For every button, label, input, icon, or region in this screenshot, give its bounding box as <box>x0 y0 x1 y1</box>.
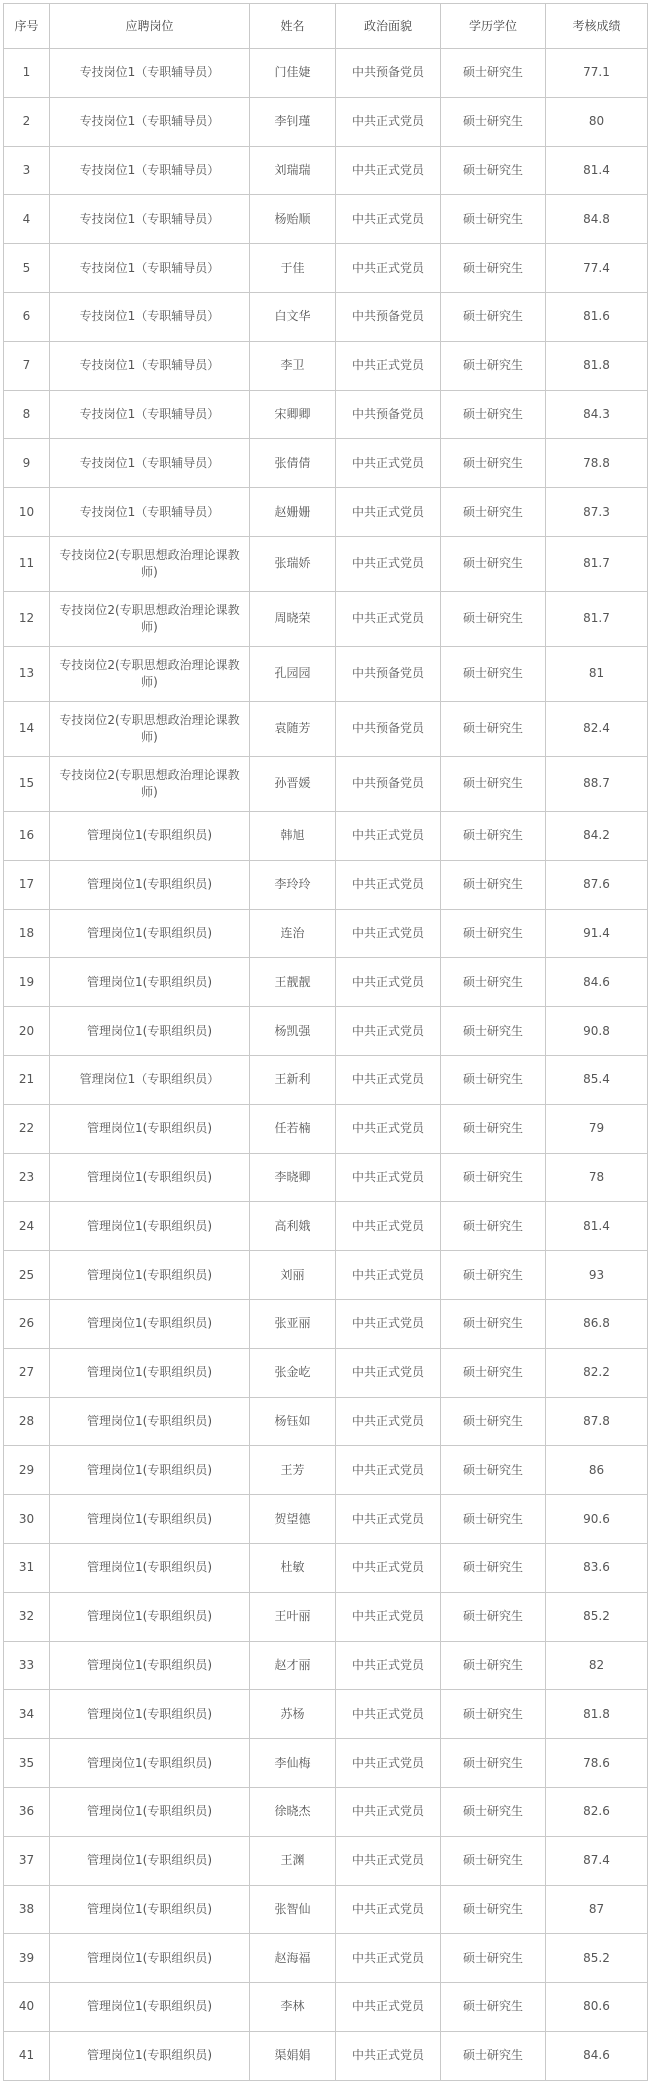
cell-position: 管理岗位1(专职组织员) <box>50 1739 250 1788</box>
cell-score: 81.4 <box>546 146 648 195</box>
cell-degree: 硕士研究生 <box>441 1934 546 1983</box>
cell-score: 82.2 <box>546 1348 648 1397</box>
cell-position: 管理岗位1(专职组织员) <box>50 1983 250 2032</box>
cell-name: 张亚丽 <box>250 1299 336 1348</box>
cell-name: 王新利 <box>250 1055 336 1104</box>
cell-index: 13 <box>4 646 50 701</box>
cell-index: 18 <box>4 909 50 958</box>
table-row <box>4 2031 648 2080</box>
header-position: 应聘岗位 <box>50 4 250 49</box>
cell-degree: 硕士研究生 <box>441 701 546 756</box>
cell-political-status: 中共正式党员 <box>336 536 441 591</box>
cell-name: 张智仙 <box>250 1885 336 1934</box>
header-row <box>4 4 648 49</box>
cell-political-status: 中共正式党员 <box>336 488 441 537</box>
table-row <box>4 591 648 646</box>
header-score: 考核成绩 <box>546 4 648 49</box>
cell-score: 78.8 <box>546 439 648 488</box>
cell-score: 84.6 <box>546 2031 648 2080</box>
cell-score: 86 <box>546 1446 648 1495</box>
cell-index: 9 <box>4 439 50 488</box>
cell-index: 10 <box>4 488 50 537</box>
cell-degree: 硕士研究生 <box>441 1299 546 1348</box>
cell-name: 王叶丽 <box>250 1592 336 1641</box>
cell-position: 专技岗位2(专职思想政治理论课教师) <box>50 701 250 756</box>
cell-degree: 硕士研究生 <box>441 1104 546 1153</box>
results-table <box>3 3 648 2081</box>
cell-position: 管理岗位1(专职组织员) <box>50 1690 250 1739</box>
table-row <box>4 1446 648 1495</box>
table-row <box>4 1348 648 1397</box>
cell-score: 88.7 <box>546 756 648 811</box>
header-political-status: 政治面貌 <box>336 4 441 49</box>
cell-political-status: 中共正式党员 <box>336 1251 441 1300</box>
cell-political-status: 中共正式党员 <box>336 1787 441 1836</box>
table-row <box>4 488 648 537</box>
cell-index: 17 <box>4 860 50 909</box>
cell-index: 38 <box>4 1885 50 1934</box>
cell-political-status: 中共正式党员 <box>336 97 441 146</box>
cell-political-status: 中共正式党员 <box>336 1739 441 1788</box>
cell-position: 管理岗位1（专职组织员） <box>50 1055 250 1104</box>
cell-degree: 硕士研究生 <box>441 1153 546 1202</box>
cell-political-status: 中共正式党员 <box>336 909 441 958</box>
table-row <box>4 909 648 958</box>
cell-index: 7 <box>4 341 50 390</box>
cell-degree: 硕士研究生 <box>441 591 546 646</box>
cell-score: 91.4 <box>546 909 648 958</box>
cell-index: 27 <box>4 1348 50 1397</box>
header-index: 序号 <box>4 4 50 49</box>
cell-name: 杨钰如 <box>250 1397 336 1446</box>
cell-score: 82 <box>546 1641 648 1690</box>
cell-name: 李钊瑾 <box>250 97 336 146</box>
cell-name: 李仙梅 <box>250 1739 336 1788</box>
cell-name: 袁随芳 <box>250 701 336 756</box>
table-row <box>4 1934 648 1983</box>
cell-political-status: 中共正式党员 <box>336 1446 441 1495</box>
cell-degree: 硕士研究生 <box>441 756 546 811</box>
cell-score: 81.4 <box>546 1202 648 1251</box>
cell-index: 14 <box>4 701 50 756</box>
cell-index: 21 <box>4 1055 50 1104</box>
cell-position: 专技岗位1（专职辅导员） <box>50 292 250 341</box>
table-row <box>4 756 648 811</box>
cell-position: 管理岗位1(专职组织员) <box>50 1251 250 1300</box>
cell-degree: 硕士研究生 <box>441 1202 546 1251</box>
cell-name: 渠娟娟 <box>250 2031 336 2080</box>
table-row <box>4 1690 648 1739</box>
cell-position: 专技岗位1（专职辅导员） <box>50 49 250 98</box>
cell-political-status: 中共正式党员 <box>336 1983 441 2032</box>
cell-political-status: 中共正式党员 <box>336 860 441 909</box>
cell-name: 孙晋媛 <box>250 756 336 811</box>
cell-index: 26 <box>4 1299 50 1348</box>
cell-index: 8 <box>4 390 50 439</box>
cell-score: 85.4 <box>546 1055 648 1104</box>
cell-score: 82.4 <box>546 701 648 756</box>
cell-degree: 硕士研究生 <box>441 1055 546 1104</box>
table-row <box>4 341 648 390</box>
cell-degree: 硕士研究生 <box>441 811 546 860</box>
cell-index: 15 <box>4 756 50 811</box>
cell-political-status: 中共正式党员 <box>336 1934 441 1983</box>
cell-index: 25 <box>4 1251 50 1300</box>
cell-score: 80.6 <box>546 1983 648 2032</box>
table-row <box>4 292 648 341</box>
cell-position: 管理岗位1(专职组织员) <box>50 1934 250 1983</box>
cell-name: 贺望德 <box>250 1495 336 1544</box>
cell-political-status: 中共正式党员 <box>336 1299 441 1348</box>
cell-score: 77.4 <box>546 244 648 293</box>
cell-position: 管理岗位1(专职组织员) <box>50 1446 250 1495</box>
cell-score: 87.8 <box>546 1397 648 1446</box>
table-row <box>4 1104 648 1153</box>
cell-degree: 硕士研究生 <box>441 1836 546 1885</box>
cell-political-status: 中共正式党员 <box>336 1153 441 1202</box>
cell-degree: 硕士研究生 <box>441 1983 546 2032</box>
header-degree: 学历学位 <box>441 4 546 49</box>
cell-degree: 硕士研究生 <box>441 1690 546 1739</box>
table-row <box>4 1787 648 1836</box>
cell-name: 刘瑞瑞 <box>250 146 336 195</box>
cell-index: 35 <box>4 1739 50 1788</box>
cell-degree: 硕士研究生 <box>441 97 546 146</box>
cell-political-status: 中共正式党员 <box>336 1202 441 1251</box>
cell-degree: 硕士研究生 <box>441 1543 546 1592</box>
cell-score: 82.6 <box>546 1787 648 1836</box>
table-row <box>4 811 648 860</box>
cell-name: 李林 <box>250 1983 336 2032</box>
cell-name: 任若楠 <box>250 1104 336 1153</box>
cell-name: 张倩倩 <box>250 439 336 488</box>
cell-index: 37 <box>4 1836 50 1885</box>
table-row <box>4 701 648 756</box>
cell-position: 管理岗位1(专职组织员) <box>50 1592 250 1641</box>
cell-index: 16 <box>4 811 50 860</box>
table-row <box>4 1885 648 1934</box>
cell-political-status: 中共正式党员 <box>336 1885 441 1934</box>
cell-political-status: 中共正式党员 <box>336 244 441 293</box>
cell-index: 3 <box>4 146 50 195</box>
cell-score: 81.6 <box>546 292 648 341</box>
cell-name: 杨贻顺 <box>250 195 336 244</box>
cell-degree: 硕士研究生 <box>441 1787 546 1836</box>
cell-position: 专技岗位2(专职思想政治理论课教师) <box>50 536 250 591</box>
cell-score: 83.6 <box>546 1543 648 1592</box>
cell-degree: 硕士研究生 <box>441 146 546 195</box>
cell-name: 于佳 <box>250 244 336 293</box>
cell-position: 专技岗位2(专职思想政治理论课教师) <box>50 591 250 646</box>
cell-name: 李晓卿 <box>250 1153 336 1202</box>
table-row <box>4 439 648 488</box>
cell-index: 23 <box>4 1153 50 1202</box>
cell-position: 专技岗位1（专职辅导员） <box>50 439 250 488</box>
cell-score: 77.1 <box>546 49 648 98</box>
cell-position: 专技岗位1（专职辅导员） <box>50 146 250 195</box>
cell-name: 苏杨 <box>250 1690 336 1739</box>
cell-score: 81 <box>546 646 648 701</box>
cell-position: 专技岗位1（专职辅导员） <box>50 488 250 537</box>
cell-degree: 硕士研究生 <box>441 390 546 439</box>
cell-position: 专技岗位1（专职辅导员） <box>50 390 250 439</box>
cell-name: 门佳婕 <box>250 49 336 98</box>
cell-political-status: 中共正式党员 <box>336 1055 441 1104</box>
cell-political-status: 中共正式党员 <box>336 2031 441 2080</box>
cell-political-status: 中共正式党员 <box>336 958 441 1007</box>
cell-position: 专技岗位2(专职思想政治理论课教师) <box>50 756 250 811</box>
table-row <box>4 146 648 195</box>
cell-political-status: 中共正式党员 <box>336 439 441 488</box>
cell-position: 管理岗位1(专职组织员) <box>50 1104 250 1153</box>
cell-position: 专技岗位1（专职辅导员） <box>50 341 250 390</box>
cell-political-status: 中共预备党员 <box>336 646 441 701</box>
cell-name: 赵才丽 <box>250 1641 336 1690</box>
cell-degree: 硕士研究生 <box>441 1592 546 1641</box>
cell-score: 81.8 <box>546 1690 648 1739</box>
cell-score: 93 <box>546 1251 648 1300</box>
cell-position: 管理岗位1(专职组织员) <box>50 1885 250 1934</box>
cell-score: 80 <box>546 97 648 146</box>
cell-name: 赵姗姗 <box>250 488 336 537</box>
cell-political-status: 中共正式党员 <box>336 1397 441 1446</box>
table-row <box>4 860 648 909</box>
cell-position: 管理岗位1(专职组织员) <box>50 2031 250 2080</box>
cell-degree: 硕士研究生 <box>441 1348 546 1397</box>
cell-index: 33 <box>4 1641 50 1690</box>
cell-name: 赵海福 <box>250 1934 336 1983</box>
cell-index: 11 <box>4 536 50 591</box>
cell-name: 李玲玲 <box>250 860 336 909</box>
cell-score: 84.8 <box>546 195 648 244</box>
cell-index: 6 <box>4 292 50 341</box>
cell-political-status: 中共正式党员 <box>336 1104 441 1153</box>
cell-index: 22 <box>4 1104 50 1153</box>
cell-political-status: 中共正式党员 <box>336 146 441 195</box>
cell-position: 管理岗位1(专职组织员) <box>50 1299 250 1348</box>
cell-position: 管理岗位1(专职组织员) <box>50 1397 250 1446</box>
cell-political-status: 中共正式党员 <box>336 1543 441 1592</box>
cell-degree: 硕士研究生 <box>441 292 546 341</box>
cell-degree: 硕士研究生 <box>441 1007 546 1056</box>
cell-political-status: 中共正式党员 <box>336 591 441 646</box>
table-header <box>4 4 648 49</box>
cell-name: 宋卿卿 <box>250 390 336 439</box>
cell-index: 12 <box>4 591 50 646</box>
table-row <box>4 1202 648 1251</box>
cell-degree: 硕士研究生 <box>441 49 546 98</box>
cell-score: 85.2 <box>546 1592 648 1641</box>
table-row <box>4 1055 648 1104</box>
cell-degree: 硕士研究生 <box>441 195 546 244</box>
cell-degree: 硕士研究生 <box>441 1397 546 1446</box>
cell-score: 81.7 <box>546 591 648 646</box>
table-row <box>4 195 648 244</box>
cell-political-status: 中共正式党员 <box>336 1641 441 1690</box>
cell-index: 39 <box>4 1934 50 1983</box>
cell-score: 87.3 <box>546 488 648 537</box>
table-row <box>4 244 648 293</box>
cell-score: 90.8 <box>546 1007 648 1056</box>
cell-name: 王芳 <box>250 1446 336 1495</box>
cell-degree: 硕士研究生 <box>441 1446 546 1495</box>
cell-index: 5 <box>4 244 50 293</box>
table-row <box>4 1495 648 1544</box>
cell-political-status: 中共预备党员 <box>336 701 441 756</box>
cell-position: 管理岗位1(专职组织员) <box>50 811 250 860</box>
table-row <box>4 1739 648 1788</box>
cell-position: 管理岗位1(专职组织员) <box>50 1641 250 1690</box>
cell-degree: 硕士研究生 <box>441 646 546 701</box>
cell-degree: 硕士研究生 <box>441 1251 546 1300</box>
cell-index: 20 <box>4 1007 50 1056</box>
cell-degree: 硕士研究生 <box>441 1739 546 1788</box>
table-row <box>4 1299 648 1348</box>
cell-degree: 硕士研究生 <box>441 536 546 591</box>
cell-degree: 硕士研究生 <box>441 1641 546 1690</box>
cell-name: 张金屹 <box>250 1348 336 1397</box>
table-row <box>4 1397 648 1446</box>
cell-political-status: 中共预备党员 <box>336 756 441 811</box>
cell-index: 31 <box>4 1543 50 1592</box>
cell-name: 李卫 <box>250 341 336 390</box>
table-body <box>4 49 648 2081</box>
cell-index: 19 <box>4 958 50 1007</box>
cell-position: 专技岗位1（专职辅导员） <box>50 244 250 293</box>
cell-score: 78.6 <box>546 1739 648 1788</box>
cell-index: 34 <box>4 1690 50 1739</box>
cell-position: 专技岗位1（专职辅导员） <box>50 195 250 244</box>
cell-index: 40 <box>4 1983 50 2032</box>
cell-score: 81.8 <box>546 341 648 390</box>
cell-score: 81.7 <box>546 536 648 591</box>
table-row <box>4 1543 648 1592</box>
cell-index: 30 <box>4 1495 50 1544</box>
cell-political-status: 中共正式党员 <box>336 1592 441 1641</box>
table-row <box>4 1983 648 2032</box>
cell-index: 4 <box>4 195 50 244</box>
table-row <box>4 1007 648 1056</box>
cell-index: 1 <box>4 49 50 98</box>
cell-position: 管理岗位1(专职组织员) <box>50 1153 250 1202</box>
cell-name: 徐晓杰 <box>250 1787 336 1836</box>
cell-name: 张瑞娇 <box>250 536 336 591</box>
cell-name: 杜敏 <box>250 1543 336 1592</box>
cell-degree: 硕士研究生 <box>441 909 546 958</box>
cell-score: 87 <box>546 1885 648 1934</box>
cell-score: 87.4 <box>546 1836 648 1885</box>
cell-score: 90.6 <box>546 1495 648 1544</box>
cell-political-status: 中共正式党员 <box>336 1495 441 1544</box>
cell-degree: 硕士研究生 <box>441 2031 546 2080</box>
cell-degree: 硕士研究生 <box>441 1885 546 1934</box>
cell-position: 管理岗位1(专职组织员) <box>50 1202 250 1251</box>
cell-degree: 硕士研究生 <box>441 439 546 488</box>
cell-name: 孔园园 <box>250 646 336 701</box>
table-row <box>4 390 648 439</box>
cell-degree: 硕士研究生 <box>441 1495 546 1544</box>
cell-name: 韩旭 <box>250 811 336 860</box>
cell-index: 28 <box>4 1397 50 1446</box>
header-name: 姓名 <box>250 4 336 49</box>
cell-political-status: 中共正式党员 <box>336 1348 441 1397</box>
cell-position: 管理岗位1(专职组织员) <box>50 1543 250 1592</box>
cell-degree: 硕士研究生 <box>441 958 546 1007</box>
cell-political-status: 中共预备党员 <box>336 49 441 98</box>
cell-name: 高利娥 <box>250 1202 336 1251</box>
cell-degree: 硕士研究生 <box>441 860 546 909</box>
cell-position: 管理岗位1(专职组织员) <box>50 860 250 909</box>
cell-position: 管理岗位1(专职组织员) <box>50 1787 250 1836</box>
cell-name: 周晓荣 <box>250 591 336 646</box>
cell-political-status: 中共正式党员 <box>336 811 441 860</box>
table-row <box>4 958 648 1007</box>
table-row <box>4 646 648 701</box>
cell-political-status: 中共正式党员 <box>336 195 441 244</box>
cell-score: 84.6 <box>546 958 648 1007</box>
table-row <box>4 97 648 146</box>
cell-position: 专技岗位1（专职辅导员） <box>50 97 250 146</box>
table-row <box>4 49 648 98</box>
cell-score: 87.6 <box>546 860 648 909</box>
cell-position: 管理岗位1(专职组织员) <box>50 1007 250 1056</box>
cell-position: 专技岗位2(专职思想政治理论课教师) <box>50 646 250 701</box>
cell-score: 78 <box>546 1153 648 1202</box>
cell-name: 王渊 <box>250 1836 336 1885</box>
cell-political-status: 中共预备党员 <box>336 292 441 341</box>
cell-score: 86.8 <box>546 1299 648 1348</box>
cell-political-status: 中共正式党员 <box>336 1836 441 1885</box>
table-row <box>4 1836 648 1885</box>
table-row <box>4 536 648 591</box>
cell-index: 29 <box>4 1446 50 1495</box>
cell-position: 管理岗位1(专职组织员) <box>50 1836 250 1885</box>
table-row <box>4 1153 648 1202</box>
cell-score: 84.3 <box>546 390 648 439</box>
cell-score: 85.2 <box>546 1934 648 1983</box>
cell-index: 41 <box>4 2031 50 2080</box>
cell-degree: 硕士研究生 <box>441 488 546 537</box>
table-row <box>4 1641 648 1690</box>
cell-position: 管理岗位1(专职组织员) <box>50 1495 250 1544</box>
cell-position: 管理岗位1(专职组织员) <box>50 909 250 958</box>
cell-index: 32 <box>4 1592 50 1641</box>
cell-political-status: 中共正式党员 <box>336 1690 441 1739</box>
cell-index: 2 <box>4 97 50 146</box>
cell-name: 王靓靓 <box>250 958 336 1007</box>
cell-score: 84.2 <box>546 811 648 860</box>
cell-name: 杨凯强 <box>250 1007 336 1056</box>
cell-position: 管理岗位1(专职组织员) <box>50 1348 250 1397</box>
cell-degree: 硕士研究生 <box>441 244 546 293</box>
cell-position: 管理岗位1(专职组织员) <box>50 958 250 1007</box>
table-row <box>4 1251 648 1300</box>
cell-degree: 硕士研究生 <box>441 341 546 390</box>
table-row <box>4 1592 648 1641</box>
cell-index: 36 <box>4 1787 50 1836</box>
cell-political-status: 中共预备党员 <box>336 390 441 439</box>
cell-political-status: 中共正式党员 <box>336 341 441 390</box>
cell-name: 白文华 <box>250 292 336 341</box>
cell-index: 24 <box>4 1202 50 1251</box>
cell-name: 连治 <box>250 909 336 958</box>
cell-political-status: 中共正式党员 <box>336 1007 441 1056</box>
cell-name: 刘丽 <box>250 1251 336 1300</box>
cell-score: 79 <box>546 1104 648 1153</box>
